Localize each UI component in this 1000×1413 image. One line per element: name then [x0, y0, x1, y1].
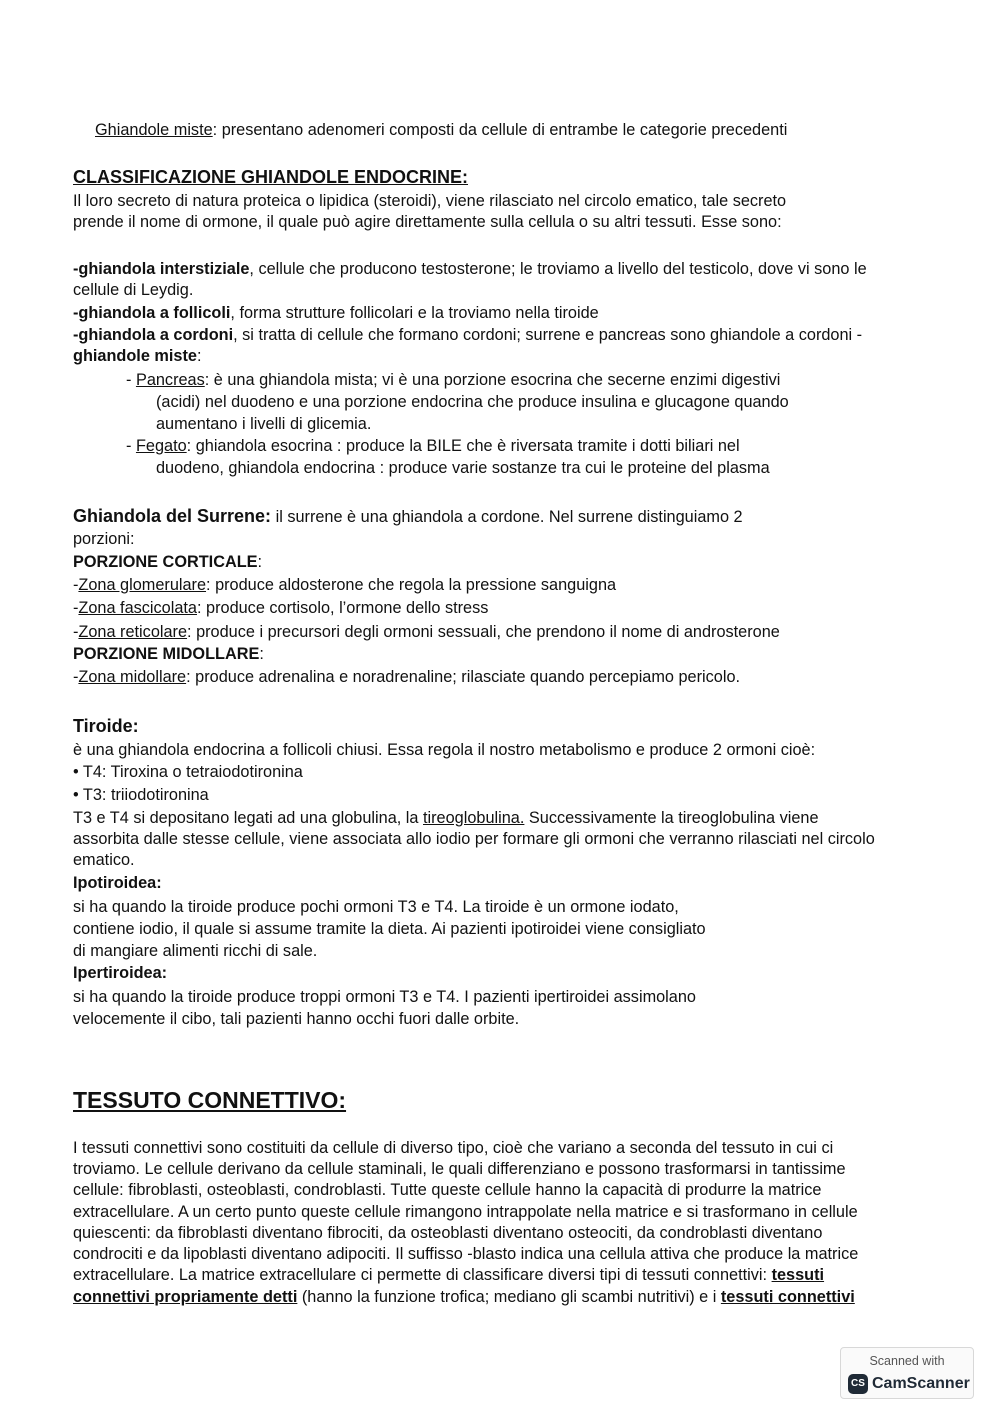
item-follicoli-term: -ghiandola a follicoli: [73, 304, 231, 322]
zona-glomerulare-text: : produce aldosterone che regola la pressione sanguigna: [206, 576, 617, 594]
tireoglobulina-term: tireoglobulina.: [423, 809, 525, 827]
connettivo-text-6: condrociti e da lipoblasti diventano adipociti. Il suffisso -blasto indica una cellula attiva che produce la matrice: [73, 1245, 859, 1263]
zona-fascicolata-dash: -: [73, 599, 79, 617]
tiroide-title: Tiroide:: [73, 716, 139, 736]
zona-reticolare-text: : produce i precursori degli ormoni sessuali, che prendono il nome di androsterone: [187, 623, 780, 641]
endocrine-p2: prende il nome di ormone, il quale può agire direttamente sulla cellula o su altri tessuti. Esse sono:: [73, 213, 782, 231]
connettivo-text-4: extracellulare. A un certo punto queste cellule rimangono intrappolate nella matrice e si trasformano in cellule: [73, 1203, 858, 1221]
connettivo-text-3: cellule: fibroblasti, osteoblasti, condroblasti. Tutte queste cellule hanno la capacità di produrre la matrice: [73, 1181, 822, 1199]
zona-reticolare: [73, 622, 780, 642]
intro-text: : presentano adenomeri composti da cellule di entrambe le categorie precedenti: [212, 121, 788, 139]
ipertiroidea-label: Ipertiroidea:: [73, 964, 168, 982]
intro-term: Ghiandole miste: [95, 121, 213, 139]
item-follicoli: [73, 303, 599, 323]
zona-reticolare-dash: -: [73, 623, 79, 641]
item-interstiziale-term: -ghiandola interstiziale: [73, 260, 250, 278]
pancreas-line-1: [126, 370, 780, 390]
tiroide-text-1: è una ghiandola endocrina a follicoli chiusi. Essa regola il nostro metabolismo e produce 2 ormoni cioè:: [73, 741, 816, 759]
watermark-line-2: CamScanner: [872, 1375, 970, 1392]
tiroide-text-2: [73, 808, 819, 828]
item-interstiziale-cont: cellule di Leydig.: [73, 281, 194, 299]
item-miste-term: ghiandole miste: [73, 347, 197, 365]
porzione-corticale-label: PORZIONE CORTICALE: [73, 553, 258, 571]
pancreas-dash: -: [126, 371, 136, 389]
zona-fascicolata: [73, 598, 488, 618]
item-interstiziale-text: , cellule che producono testosterone; le troviamo a livello del testicolo, dove vi sono le: [249, 260, 867, 278]
connettivo-text-7a: extracellulare. La matrice extracellulare ci permette di classificare diversi tipi di tessuti connettivi:: [73, 1266, 772, 1284]
connettivo-text-7: [73, 1265, 824, 1285]
item-follicoli-text: , forma strutture follicolari e la troviamo nella tiroide: [230, 304, 599, 322]
surrene-title: Ghiandola del Surrene:: [73, 506, 272, 526]
item-cordoni-term: -ghiandola a cordoni: [73, 326, 234, 344]
zona-fascicolata-term: Zona fascicolata: [78, 599, 197, 617]
zona-glomerulare-term: Zona glomerulare: [78, 576, 207, 594]
zona-glomerulare: [73, 575, 616, 595]
porzione-corticale-colon: :: [257, 553, 263, 571]
porzione-midollare-label: PORZIONE MIDOLLARE: [73, 645, 260, 663]
zona-midollare-dash: -: [73, 668, 79, 686]
fegato-dash: -: [126, 437, 136, 455]
endocrine-p1: Il loro secreto di natura proteica o lipidica (steroidi), viene rilasciato nel circolo ematico, tale secreto: [73, 192, 787, 210]
item-miste-colon: :: [196, 347, 202, 365]
porzione-midollare-colon: :: [259, 645, 264, 663]
connettivo-text-2: troviamo. Le cellule derivano da cellule staminali, le quali differenziano e possono trasformarsi in tantissime: [73, 1160, 846, 1178]
item-interstiziale: [73, 259, 867, 279]
surrene-text-1: il surrene è una ghiandola a cordone. Nel surrene distinguiamo 2: [271, 508, 743, 526]
propriamente-detti-term: connettivi propriamente detti: [73, 1288, 298, 1306]
fegato-term: Fegato: [135, 437, 187, 455]
pancreas-line-3: aumentano i livelli di glicemia.: [156, 415, 372, 433]
ipotiroidea-text-2: contiene iodio, il quale si assume tramite la dieta. Ai pazienti ipotiroidei viene consigliato: [73, 920, 706, 938]
zona-midollare-term: Zona midollare: [78, 668, 187, 686]
camscanner-logo-icon: CS: [848, 1374, 868, 1394]
fegato-line-2: duodeno, ghiandola endocrina : produce varie sostanze tra cui le proteine del plasma: [156, 459, 770, 477]
connettivo-text-1: I tessuti connettivi sono costituiti da cellule di diverso tipo, cioè che variano a seconda del tessuto in cui ci: [73, 1139, 834, 1157]
tiroide-text-2a: T3 e T4 si depositano legati ad una globulina, la: [73, 809, 423, 827]
camscanner-watermark: [840, 1347, 974, 1399]
tiroide-bullet-t4: • T4: Tiroxina o tetraiodotironina: [73, 763, 303, 781]
pancreas-text-1: : è una ghiandola mista; vi è una porzione esocrina che secerne enzimi digestivi: [204, 371, 781, 389]
connettivo-text-8: [73, 1287, 855, 1307]
tiroide-text-2b: Successivamente la tireoglobulina viene: [524, 809, 819, 827]
ipotiroidea-label: Ipotiroidea:: [73, 874, 162, 892]
tiroide-text-3: assorbita dalle stesse cellule, viene associata allo iodio per formare gli ormoni che verranno rilasciati nel circolo: [73, 830, 875, 848]
connettivo-heading: TESSUTO CONNETTIVO:: [73, 1087, 347, 1113]
zona-midollare-text: : produce adrenalina e noradrenaline; rilasciate quando percepiamo pericolo.: [186, 668, 741, 686]
item-cordoni-text: , si tratta di cellule che formano cordoni; surrene e pancreas sono ghiandole a cordoni -: [233, 326, 863, 344]
porzione-midollare: [73, 644, 264, 664]
pancreas-line-2: (acidi) nel duodeno e una porzione endocrina che produce insulina e glucagone quando: [156, 393, 789, 411]
ipotiroidea-text-3: di mangiare alimenti ricchi di sale.: [73, 942, 318, 960]
connettivo-text-8b: (hanno la funzione trofica; mediano gli scambi nutritivi) e i: [297, 1288, 721, 1306]
tessuti-connettivi-term: tessuti connettivi: [720, 1288, 855, 1306]
ipertiroidea-text-2: velocemente il cibo, tali pazienti hanno occhi fuori dalle orbite.: [73, 1010, 520, 1028]
endocrine-heading: CLASSIFICAZIONE GHIANDOLE ENDOCRINE:: [73, 167, 469, 187]
watermark-line-1: Scanned with: [869, 1354, 945, 1368]
pancreas-term: Pancreas: [135, 371, 205, 389]
tiroide-text-4: ematico.: [73, 851, 135, 869]
fegato-text-1: : ghiandola esocrina : produce la BILE che è riversata tramite i dotti biliari nel: [186, 437, 740, 455]
ipotiroidea-text-1: si ha quando la tiroide produce pochi ormoni T3 e T4. La tiroide è un ormone iodato,: [73, 898, 679, 916]
fegato-line-1: [126, 436, 740, 456]
porzione-corticale: [73, 552, 262, 572]
zona-glomerulare-dash: -: [73, 576, 79, 594]
ipertiroidea-text-1: si ha quando la tiroide produce troppi ormoni T3 e T4. I pazienti ipertiroidei assimolano: [73, 988, 696, 1006]
tessuti-term: tessuti: [771, 1266, 825, 1284]
zona-midollare: [73, 667, 740, 687]
tiroide-bullet-t3: • T3: triiodotironina: [73, 786, 209, 804]
surrene-lead-line: [73, 506, 743, 527]
connettivo-text-5: quiescenti: da fibroblasti diventano fibrociti, da osteoblasti diventano osteociti, da condroblasti diventano: [73, 1224, 823, 1242]
item-miste: [73, 346, 201, 366]
item-cordoni: [73, 325, 862, 345]
intro-line: [95, 120, 787, 140]
zona-reticolare-term: Zona reticolare: [78, 623, 188, 641]
surrene-text-2: porzioni:: [73, 530, 135, 548]
zona-fascicolata-text: : produce cortisolo, l’ormone dello stress: [196, 599, 489, 617]
